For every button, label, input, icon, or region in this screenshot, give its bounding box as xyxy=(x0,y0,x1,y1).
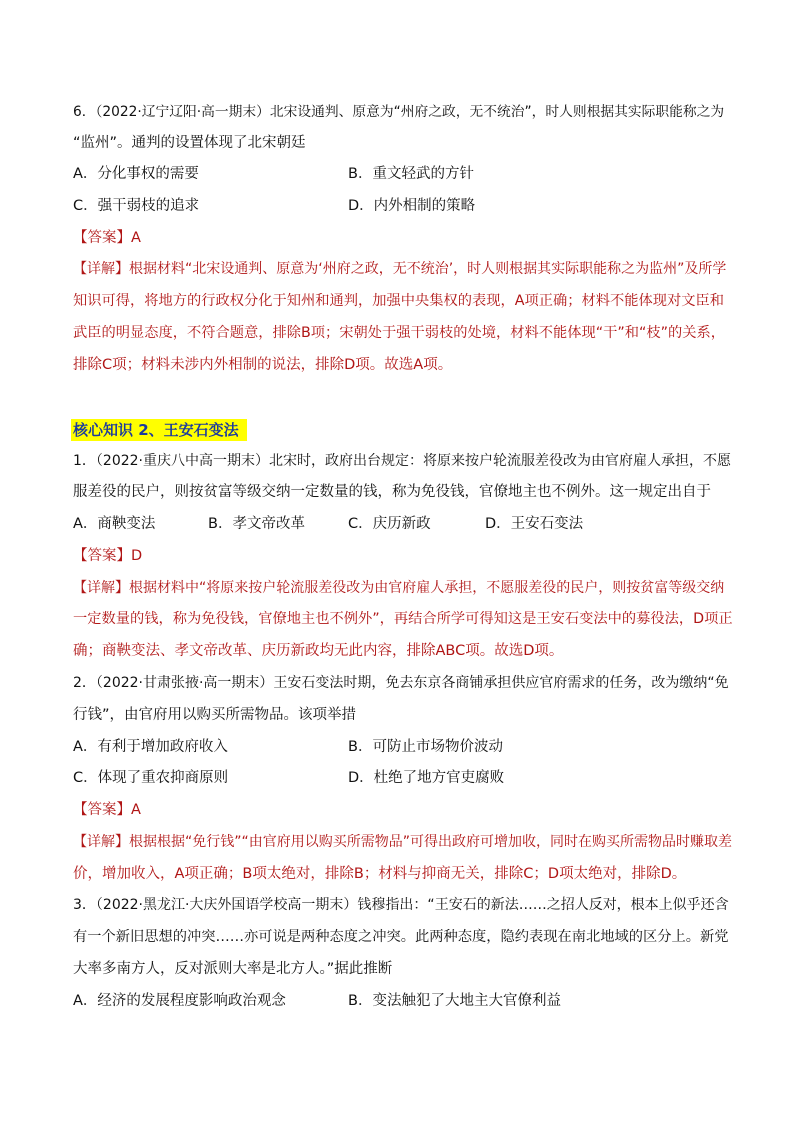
q2-stem-line-1: 2．（2022·甘肃张掖·高一期末）王安石变法时期，免去东京各商铺承担供应官府需求的任务，改为缴纳“免 xyxy=(73,675,729,691)
q1-option-b: B．孝文帝改革 xyxy=(208,516,305,532)
q6-detail-line-3: 武臣的明显态度，不符合题意，排除B项；宋朝处于强干弱枝的处境，材料不能体现“干”和“枝”的关系， xyxy=(73,325,726,341)
q2-option-d: D．杜绝了地方官吏腐败 xyxy=(348,770,505,786)
q6-option-c: C．强干弱枝的追求 xyxy=(73,198,200,214)
section-heading: 核心知识 2、王安石变法 xyxy=(71,419,247,441)
q3-option-b: B．变法触犯了大地主大官僚利益 xyxy=(348,993,561,1009)
q1-detail-line-1: 【详解】根据材料中“将原来按户轮流服差役改为由官府雇人承担，不愿服差役的民户，则按贫富等级交纳 xyxy=(73,580,725,596)
q2-option-a: A．有利于增加政府收入 xyxy=(73,739,228,755)
q3-stem-line-2: 有一个新旧思想的冲突……亦可说是两种态度之冲突。此两种态度，隐约表现在南北地域的区分上。新党 xyxy=(73,929,729,945)
q6-option-b: B．重文轻武的方针 xyxy=(348,166,474,182)
q6-stem-line-1: 6．（2022·辽宁辽阳·高一期末）北宋设通判、原意为“州府之政，无不统治”，时人则根据其实际职能称之为 xyxy=(73,104,725,120)
q1-answer: 【答案】D xyxy=(73,548,143,564)
q2-detail-line-2: 价，增加收入，A项正确；B项太绝对，排除B；材料与抑商无关，排除C；D项太绝对，排除D。 xyxy=(73,866,687,882)
q6-detail-line-4: 排除C项；材料未涉内外相制的说法，排除D项。故选A项。 xyxy=(73,357,453,373)
q6-stem-line-2: “监州”。通判的设置体现了北宋朝廷 xyxy=(73,135,306,151)
q6-detail-line-1: 【详解】根据材料“北宋设通判、原意为‘州府之政，无不统治’，时人则根据其实际职能称之为监州”及所学 xyxy=(73,261,727,277)
q6-option-a: A．分化事权的需要 xyxy=(73,166,199,182)
q2-option-b: B．可防止市场物价波动 xyxy=(348,739,503,755)
q3-stem-line-3: 大率多南方人，反对派则大率是北方人。”据此推断 xyxy=(73,961,393,977)
q1-detail-line-2: 一定数量的钱，称为免役钱，官僚地主也不例外”，再结合所学可得知这是王安石变法中的募役法，D项正 xyxy=(73,611,733,627)
q1-option-c: C．庆历新政 xyxy=(348,516,431,532)
q1-option-d: D．王安石变法 xyxy=(485,516,584,532)
q1-option-a: A．商鞅变法 xyxy=(73,516,156,532)
q2-option-c: C．体现了重农抑商原则 xyxy=(73,770,229,786)
q6-answer: 【答案】A xyxy=(73,230,141,246)
q2-stem-line-2: 行钱”，由官府用以购买所需物品。该项举措 xyxy=(73,707,357,723)
q2-detail-line-1: 【详解】根据根据“免行钱”“由官府用以购买所需物品”可得出政府可增加收，同时在购买所需物品时赚取差 xyxy=(73,834,733,850)
q1-stem-line-1: 1．（2022·重庆八中高一期末）北宋时，政府出台规定：将原来按户轮流服差役改为由官府雇人承担，不愿 xyxy=(73,453,731,469)
q6-detail-line-2: 知识可得，将地方的行政权分化于知州和通判，加强中央集权的表现，A项正确；材料不能体现对文臣和 xyxy=(73,293,725,309)
q6-option-d: D．内外相制的策略 xyxy=(348,198,476,214)
q1-detail-line-3: 确；商鞅变法、孝文帝改革、庆历新政均无此内容，排除ABC项。故选D项。 xyxy=(73,643,564,659)
q3-option-a: A．经济的发展程度影响政治观念 xyxy=(73,993,286,1009)
q3-stem-line-1: 3．（2022·黑龙江·大庆外国语学校高一期末）钱穆指出：“王安石的新法……之招人反对，根本上似乎还含 xyxy=(73,897,729,913)
q2-answer: 【答案】A xyxy=(73,802,141,818)
q1-stem-line-2: 服差役的民户，则按贫富等级交纳一定数量的钱，称为免役钱，官僚地主也不例外。这一规定出自于 xyxy=(73,484,711,500)
